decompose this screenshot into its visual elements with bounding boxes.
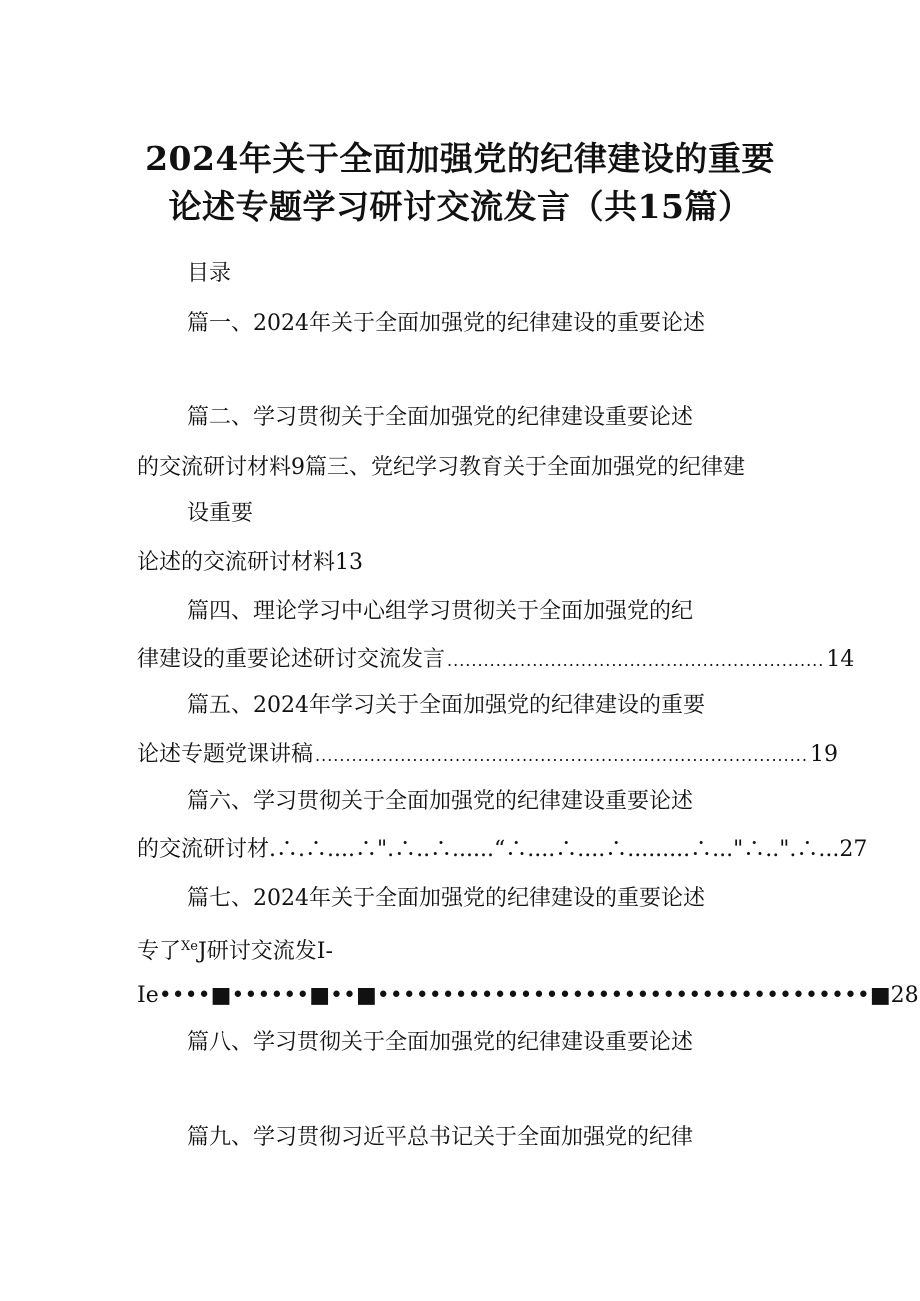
toc-leader-dots: ..............................................................: [447, 651, 825, 670]
toc-heading: 目录: [187, 261, 232, 286]
toc-entry-7-line-1: 篇七、2024年关于全面加强党的纪律建设的重要论述: [187, 886, 705, 911]
toc-entry-4-line-2: [137, 645, 855, 676]
document-title-line-1: 2024年关于全面加强党的纪律建设的重要: [145, 139, 775, 178]
toc-entry-7-text-a: 专了: [137, 939, 182, 964]
toc-entry-7-line-2: [137, 932, 333, 967]
toc-entry-6-line-2: 的交流研讨材.∴.∴....∴".∴..∴......“∴....∴....∴.........∴..."∴..".∴...27: [137, 837, 868, 862]
toc-entry-5-text: 论述专题党课讲稿: [137, 742, 314, 767]
document-title-line-2: 论述专题学习研讨交流发言（共15篇）: [168, 187, 752, 226]
toc-entry-8: 篇八、学习贯彻关于全面加强党的纪律建设重要论述: [187, 1030, 694, 1055]
toc-entry-3-line-3: 论述的交流研讨材料13: [137, 550, 363, 575]
toc-page-number: 19: [809, 742, 838, 767]
toc-entry-2-line-1: 篇二、学习贯彻关于全面加强党的纪律建设重要论述: [187, 405, 694, 430]
toc-leader-dots: .................................................................................: [315, 746, 808, 765]
toc-entry-5-line-1: 篇五、2024年学习关于全面加强党的纪律建设的重要: [187, 693, 705, 718]
toc-entry-2-line-2: 的交流研讨材料9篇三、党纪学习教育关于全面加强党的纪律建: [137, 455, 745, 480]
toc-entry-3-line-2: 设重要: [187, 501, 254, 526]
toc-entry-9: 篇九、学习贯彻习近平总书记关于全面加强党的纪律: [187, 1125, 694, 1150]
toc-page-number: 14: [826, 647, 855, 672]
toc-entry-4-line-1: 篇四、理论学习中心组学习贯彻关于全面加强党的纪: [187, 599, 694, 624]
toc-entry-6-line-1: 篇六、学习贯彻关于全面加强党的纪律建设重要论述: [187, 789, 694, 814]
toc-entry-4-text: 律建设的重要论述研讨交流发言: [137, 647, 446, 672]
toc-entry-7-superscript: Xe: [181, 939, 198, 954]
toc-entry-5-line-2: [137, 740, 838, 771]
toc-entry-7-line-3: Ie••••■••••••■••■••••••••••••••••••••••••••••••••••••••■28: [137, 983, 919, 1008]
toc-entry-7-text-b: J研讨交流发I-: [197, 939, 333, 964]
toc-entry-1: 篇一、2024年关于全面加强党的纪律建设的重要论述: [187, 311, 705, 336]
